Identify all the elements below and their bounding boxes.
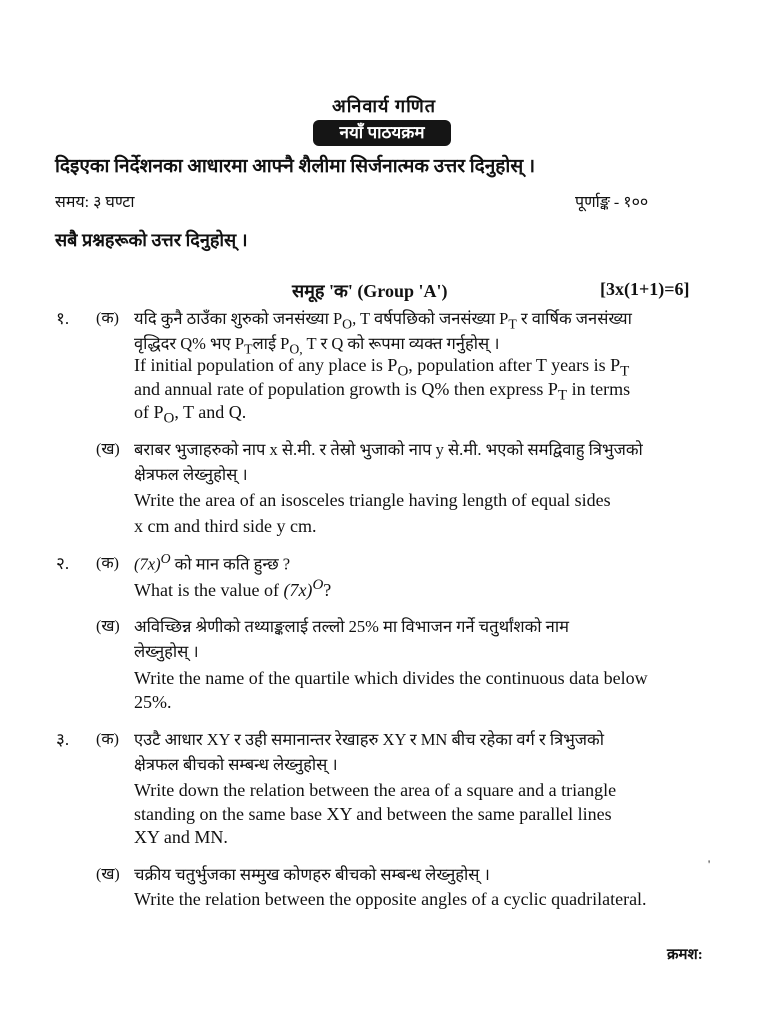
subquestion-label: (क) [96,555,119,572]
subquestion-label: (क) [96,310,119,327]
group-heading: समूह 'क' (Group 'A') [292,281,448,301]
question-text-nepali: $(7x)^O$ को मान कति हुन्छ ? [134,551,291,574]
question-text-english: and annual rate of population growth is Q% then express $P_T$ in terms [134,379,631,404]
subquestion-label: (क) [96,731,119,748]
question-text-nepali: क्षेत्रफल बीचको सम्बन्ध लेख्नुहोस् । [134,755,338,774]
question-text-nepali: चक्रीय चतुर्भुजका सम्मुख कोणहरु बीचको सम्बन्ध लेख्नुहोस् । [134,865,490,884]
question-text-english: x cm and third side y cm. [134,516,317,536]
question-text-nepali: एउटै आधार XY र उही समानान्तर रेखाहरु XY र MN बीच रहेका वर्ग र त्रिभुजको [134,730,604,749]
question-text-english: Write the area of an isosceles triangle having length of equal sides [134,490,611,510]
question-text-english: standing on the same base XY and between the same parallel lines [134,804,612,824]
subject-title: अनिवार्य गणित [331,96,437,116]
subquestion-label: (ख) [96,441,120,458]
question-text-english: 25%. [134,692,172,712]
instruction-text: दिइएका निर्देशनका आधारमा आफ्नै शैलीमा सिर्जनात्मक उत्तर दिनुहोस् । [55,156,536,177]
answer-all-instruction: सबै प्रश्नहरूको उत्तर दिनुहोस् । [55,230,248,250]
full-marks: पूर्णाङ्क - १०० [575,194,649,211]
group-marks: [3x(1+1)=6] [600,279,690,299]
subquestion-label: (ख) [96,866,120,883]
question-number: १. [56,309,70,328]
question-text-english: Write the relation between the opposite angles of a cyclic quadrilateral. [134,889,647,909]
question-text-english: Write down the relation between the area of a square and a triangle [134,780,617,800]
question-text-nepali: लेख्नुहोस् । [134,642,199,661]
question-text-nepali: बराबर भुजाहरुको नाप x से.मी. र तेस्रो भुजाको नाप y से.मी. भएको समद्विवाहु त्रिभुजको [134,440,643,459]
question-text-english: XY and MN. [134,827,228,847]
subquestion-label: (ख) [96,618,120,635]
curriculum-badge: नयाँ पाठयक्रम [313,120,451,146]
question-text-nepali: क्षेत्रफल लेख्नुहोस् । [134,465,248,484]
question-text-nepali: यदि कुनै ठाउँका शुरुको जनसंख्या $P_O$, T वर्षपछिको जनसंख्या $P_T$ र वार्षिक जनसंख्या [134,309,632,332]
question-number: २. [56,554,70,573]
question-text-nepali: अविच्छिन्न श्रेणीको तथ्याङ्कलाई तल्लो 25% मा विभाजन गर्ने चतुर्थांशको नाम [134,617,569,636]
continued-label: क्रमश: [667,947,703,963]
question-number: ३. [56,730,70,749]
question-text-english: What is the value of $(7x)^O$? [134,577,332,600]
stray-mark: ' [708,857,711,871]
question-text-english: of $P_O$, T and Q. [134,402,247,427]
question-text-nepali: वृद्धिदर Q% भए $P_Tलाई$ $P_{O,}$ T र Q को रूपमा व्यक्त गर्नुहोस् । [134,334,500,357]
question-text-english: Write the name of the quartile which divides the continuous data below [134,668,648,688]
time-allowed: समय: ३ घण्टा [55,194,135,211]
question-text-english: If initial population of any place is $P_O$, population after T years is $P_T$ [134,355,630,380]
